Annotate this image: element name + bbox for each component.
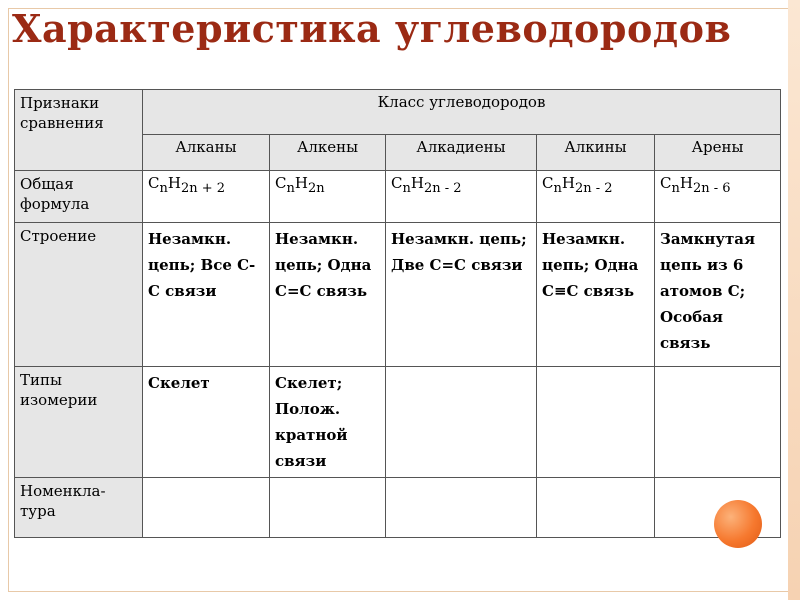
structure-cell: Замкнутая цепь из 6 атомов С; Особая связь	[655, 223, 781, 367]
structure-cell: Незамкн. цепь; Все С-С связи	[143, 223, 270, 367]
structure-cell: Незамкн. цепь; Две С=С связи	[386, 223, 537, 367]
formula-sub: 2n + 2	[180, 181, 226, 196]
class-name: Алкадиены	[386, 135, 537, 171]
formula-c: C	[148, 174, 160, 192]
criteria-header: Признаки сравнения	[15, 90, 143, 171]
class-name: Алкины	[537, 135, 655, 171]
isomerism-cell: Скелет	[143, 367, 270, 478]
nomenclature-row	[15, 478, 781, 538]
formula-n: n	[286, 181, 295, 196]
decorative-side-strip	[788, 0, 800, 600]
formula-alkenes	[270, 171, 386, 223]
formula-sub: 2n - 2	[423, 181, 462, 196]
formula-n: n	[671, 181, 680, 196]
formula-n: n	[402, 181, 411, 196]
isomerism-cell	[655, 367, 781, 478]
isomerism-label: Типы изомерии	[15, 367, 143, 478]
isomerism-cell: Скелет; Полож. кратной связи	[270, 367, 386, 478]
isomerism-cell	[537, 367, 655, 478]
slide-title: Характеристика углеводородов	[12, 6, 732, 51]
nomenclature-cell	[270, 478, 386, 538]
header-row	[15, 90, 781, 135]
formula-c: C	[542, 174, 554, 192]
formula-sub: 2n - 2	[574, 181, 613, 196]
class-name: Алканы	[143, 135, 270, 171]
formula-alkadienes	[386, 171, 537, 223]
hydrocarbon-table	[14, 89, 781, 538]
formula-c: C	[391, 174, 403, 192]
formula-n: n	[553, 181, 562, 196]
structure-label: Строение	[15, 223, 143, 367]
decorative-orange-circle	[714, 500, 762, 548]
formula-h: H	[167, 174, 181, 192]
nomenclature-cell	[537, 478, 655, 538]
formula-h: H	[561, 174, 575, 192]
isomerism-cell	[386, 367, 537, 478]
formula-h: H	[410, 174, 424, 192]
formula-arenes	[655, 171, 781, 223]
structure-cell: Незамкн. цепь; Одна С=С связь	[270, 223, 386, 367]
class-name: Алкены	[270, 135, 386, 171]
formula-h: H	[679, 174, 693, 192]
formula-sub: 2n	[307, 181, 325, 196]
class-name: Арены	[655, 135, 781, 171]
class-header: Класс углеводородов	[143, 90, 781, 135]
formula-sub: 2n - 6	[692, 181, 731, 196]
formula-h: H	[294, 174, 308, 192]
isomerism-row	[15, 367, 781, 478]
formula-n: n	[159, 181, 168, 196]
structure-cell: Незамкн. цепь; Одна С≡С связь	[537, 223, 655, 367]
nomenclature-label: Номенкла-тура	[15, 478, 143, 538]
formula-alkanes	[143, 171, 270, 223]
formula-alkynes	[537, 171, 655, 223]
structure-row	[15, 223, 781, 367]
formula-c: C	[660, 174, 672, 192]
formula-c: C	[275, 174, 287, 192]
formula-row	[15, 171, 781, 223]
nomenclature-cell	[386, 478, 537, 538]
formula-label: Общая формула	[15, 171, 143, 223]
nomenclature-cell	[143, 478, 270, 538]
